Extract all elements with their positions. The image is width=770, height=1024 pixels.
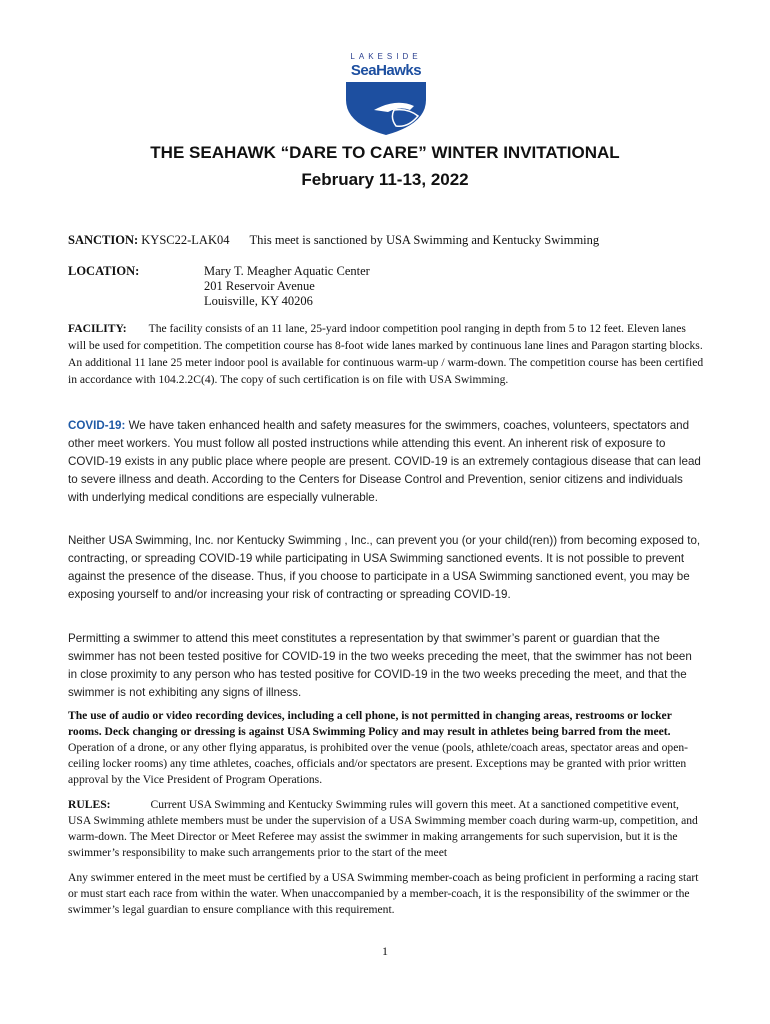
seahawks-logo <box>336 52 436 138</box>
recording-paragraph <box>68 708 704 788</box>
recording-text: Operation of a drone, or any other flying apparatus, is prohibited over the venue (pools, athlete/coach areas, spectator areas and open-ceiling locker rooms) any time athletes, coaches, officials and/or spectators are present. Exceptions may be granted with prior written approval by the Vice President of Program Operations. <box>68 741 689 786</box>
sanction-text: This meet is sanctioned by USA Swimming and Kentucky Swimming <box>249 233 600 247</box>
recording-bold-text: The use of audio or video recording devices, including a cell phone, is not permitted in changing areas, restrooms or locker rooms. Deck changing or dressing is against USA Swimming Policy and may result in athletes being barred from the meet. <box>68 709 672 738</box>
seahawk-shield-icon <box>344 80 428 136</box>
address-line: Louisville, KY 40206 <box>204 294 313 308</box>
rules-paragraph <box>68 797 704 861</box>
covid-paragraph-2: Neither USA Swimming, Inc. nor Kentucky Swimming , Inc., can prevent you (or your child(ren)) from becoming exposed to, contracting, or spreading COVID-19 while participating in USA Swimming sanctioned events. It is not possible to prevent against the presence of the disease. Thus, if you choose to participate in a USA Swimming sanctioned event, you may be exposing yourself to and/or increasing your risk of contracting or spreading COVID-19. <box>68 534 701 601</box>
sanction-label: SANCTION: <box>68 233 139 247</box>
covid-paragraph-1 <box>68 417 704 507</box>
covid-label: COVID-19: <box>68 419 126 432</box>
location-address <box>204 264 370 309</box>
sanction-row <box>68 233 599 248</box>
event-date: February 11-13, 2022 <box>301 170 469 189</box>
rules-text: Current USA Swimming and Kentucky Swimming rules will govern this meet. At a sanctioned competitive event, USA Swimming athlete members must be under the supervision of a USA Swimming member coach during warm-up, competition, and warm-down. The Meet Director or Meet Referee may assist the swimmer in making arrangements for such supervision, but it is the swimmer’s responsibility to make such arrangements prior to the start of the meet <box>68 798 698 859</box>
covid-text-1: We have taken enhanced health and safety measures for the swimmers, coaches, volunteers, spectators and other meet workers. You must follow all posted instructions while attending this event. An inherent risk of exposure to COVID-19 exists in any public place where people are present. COVID-19 is an extremely contagious disease that can lead to severe illness and death. According to the Centers for Disease Control and Prevention, senior citizens and individuals with underlying medical conditions are especially vulnerable. <box>68 419 701 504</box>
logo-brand-text: SeaHawks <box>350 62 422 79</box>
sanction-code: KYSC22-LAK04 <box>141 233 230 247</box>
certification-paragraph: Any swimmer entered in the meet must be certified by a USA Swimming member-coach as being proficient in performing a racing start or must start each race from within the water. When unaccompanied by a member-coach, it is the responsibility of the swimmer or the swimmer’s legal guardian to ensure compliance with this requirement. <box>68 871 699 916</box>
rules-label: RULES: <box>68 798 111 811</box>
address-line: Mary T. Meagher Aquatic Center <box>204 264 370 278</box>
page-title: THE SEAHAWK “DARE TO CARE” WINTER INVITATIONAL <box>150 143 620 162</box>
facility-label: FACILITY: <box>68 322 127 335</box>
facility-paragraph <box>68 320 704 388</box>
location-label: LOCATION: <box>68 264 140 278</box>
logo-top-text: LAKESIDE <box>350 52 422 61</box>
page-number: 1 <box>382 944 388 958</box>
facility-text: The facility consists of an 11 lane, 25-yard indoor competition pool ranging in depth from 5 to 12 feet. Eleven lanes will be used for competition. The competition course has 8-foot wide lanes marked by continuous lane lines and Paragon starting blocks. An additional 11 lane 25 meter indoor pool is available for continuous warm-up / warm-down. The competition course has been certified in accordance with 104.2.2C(4). The copy of such certification is on file with USA Swimming. <box>68 322 704 386</box>
covid-paragraph-3: Permitting a swimmer to attend this meet constitutes a representation by that swimmer’s parent or guardian that the swimmer has not been tested positive for COVID-19 in the two weeks preceding the meet, that the swimmer has not been in close proximity to any person who has tested positive for COVID-19 in the two weeks preceding the meet, and that the swimmer is not exhibiting any signs of illness. <box>68 632 692 699</box>
address-line: 201 Reservoir Avenue <box>204 279 315 293</box>
